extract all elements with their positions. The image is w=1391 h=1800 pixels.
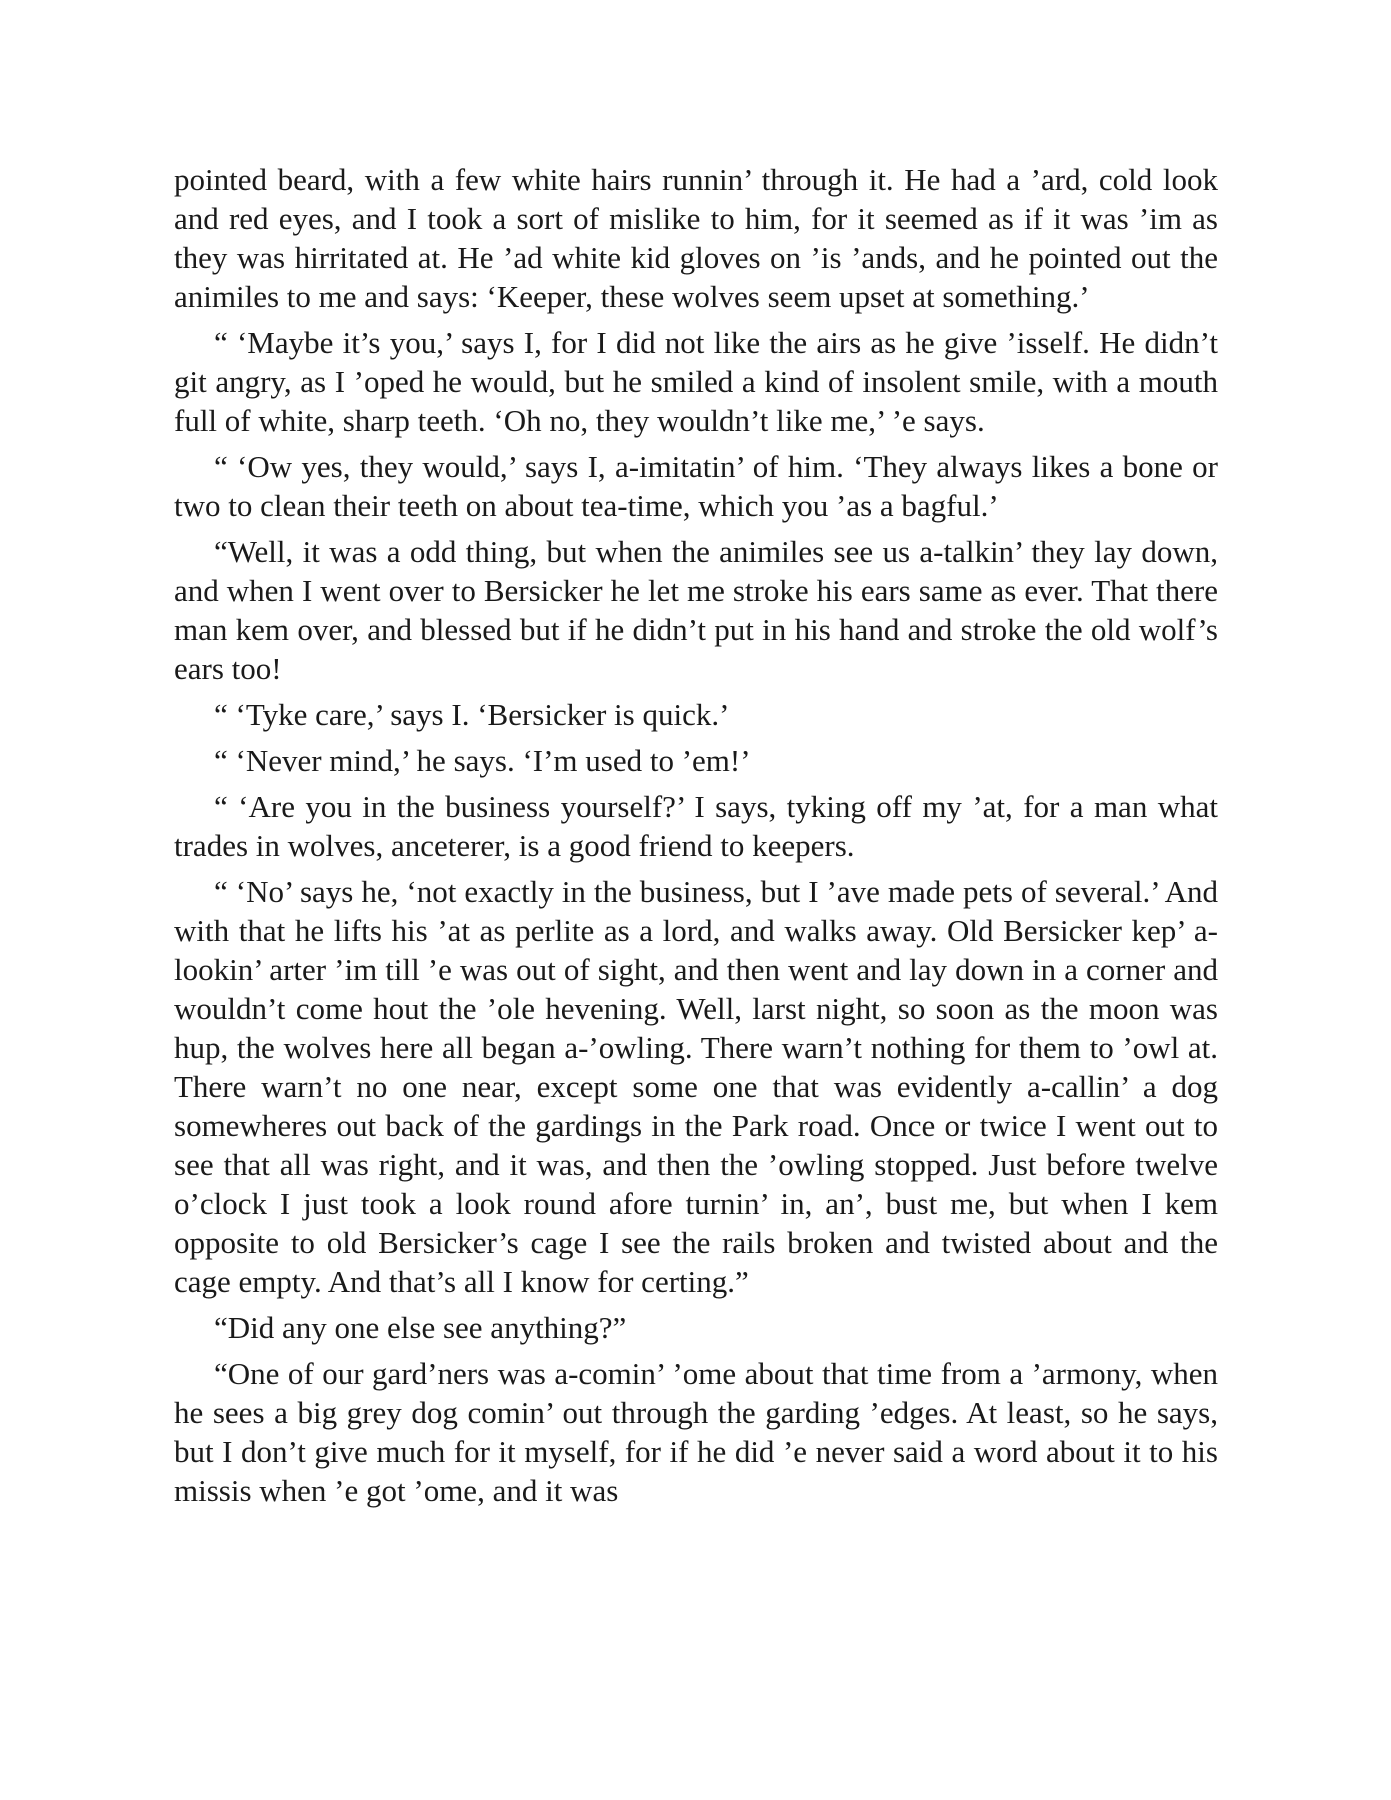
paragraph-5: “ ‘Tyke care,’ says I. ‘Bersicker is quick.’ <box>214 697 730 732</box>
paragraph-10: “One of our gard’ners was a-comin’ ’ome about that time from a ’armony, when he sees a big grey dog comin’ out through the garding ’edges. At least, so he says, but I don’t give much for it myself, for if he did ’e never said a word about it to his missis when ’e got ’ome, and it was <box>174 1356 1218 1508</box>
book-page-text <box>174 160 1218 1510</box>
paragraph-6: “ ‘Never mind,’ he says. ‘I’m used to ’em!’ <box>214 743 751 778</box>
paragraph-2: “ ‘Maybe it’s you,’ says I, for I did not like the airs as he give ’isself. He didn’t git angry, as I ’oped he would, but he smiled a kind of insolent smile, with a mouth full of white, sharp teeth. ‘Oh no, they wouldn’t like me,’ ’e says. <box>174 325 1218 438</box>
paragraph-7: “ ‘Are you in the business yourself?’ I says, tyking off my ’at, for a man what trades in wolves, anceterer, is a good friend to keepers. <box>174 789 1218 863</box>
paragraph-9: “Did any one else see anything?” <box>214 1310 627 1345</box>
paragraph-1: pointed beard, with a few white hairs runnin’ through it. He had a ’ard, cold look and red eyes, and I took a sort of mislike to him, for it seemed as if it was ’im as they was hirritated at. He ’ad white kid gloves on ’is ’ands, and he pointed out the animiles to me and says: ‘Keeper, these wolves seem upset at something.’ <box>174 162 1218 314</box>
paragraph-4: “Well, it was a odd thing, but when the animiles see us a-talkin’ they lay down, and when I went over to Bersicker he let me stroke his ears same as ever. That there man kem over, and blessed but if he didn’t put in his hand and stroke the old wolf’s ears too! <box>174 534 1218 686</box>
paragraph-3: “ ‘Ow yes, they would,’ says I, a-imitatin’ of him. ‘They always likes a bone or two to clean their teeth on about tea-time, which you ’as a bagful.’ <box>174 449 1218 523</box>
paragraph-8: “ ‘No’ says he, ‘not exactly in the business, but I ’ave made pets of several.’ And with that he lifts his ’at as perlite as a lord, and walks away. Old Bersicker kep’ a-lookin’ arter ’im till ’e was out of sight, and then went and lay down in a corner and wouldn’t come hout the ’ole hevening. Well, larst night, so soon as the moon was hup, the wolves here all began a-’owling. There warn’t nothing for them to ’owl at. There warn’t no one near, except some one that was evidently a-callin’ a dog somewheres out back of the gardings in the Park road. Once or twice I went out to see that all was right, and it was, and then the ’owling stopped. Just before twelve o’clock I just took a look round afore turnin’ in, an’, bust me, but when I kem opposite to old Bersicker’s cage I see the rails broken and twisted about and the cage empty. And that’s all I know for certing.” <box>174 874 1218 1299</box>
